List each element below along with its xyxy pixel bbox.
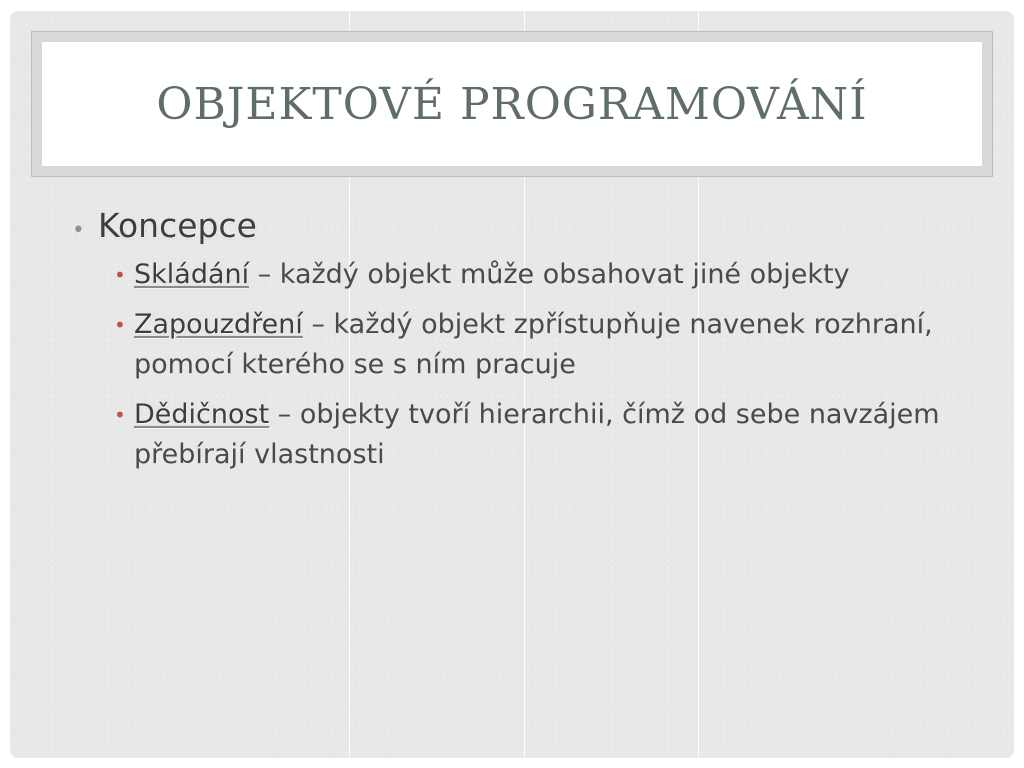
term-zapouzdreni: Zapouzdření <box>134 309 303 340</box>
definition-dedicnost: – objekty tvoří hierarchii, čímž od sebe navzájem přebírají vlastnosti <box>134 399 940 470</box>
bullet-dot-icon: • <box>114 263 126 287</box>
title-box <box>42 42 982 166</box>
slide <box>10 11 1014 758</box>
bullet-dot-icon: • <box>114 403 126 427</box>
bullet-level1 <box>72 206 972 245</box>
bullet-item-dedicnost <box>72 395 972 475</box>
slide-title: OBJEKTOVÉ PROGRAMOVÁNÍ <box>156 78 868 130</box>
bullet-dot-icon: • <box>114 313 126 337</box>
term-skladani: Skládání <box>134 259 250 290</box>
slide-content <box>72 206 972 485</box>
bullet-dot-icon: • <box>72 218 85 243</box>
bullet-item-skladani <box>72 255 972 295</box>
definition-zapouzdreni: – každý objekt zpřístupňuje navenek rozhraní, pomocí kterého se s ním pracuje <box>134 309 933 380</box>
title-frame <box>31 31 993 177</box>
definition-skladani: – každý objekt může obsahovat jiné objekty <box>249 259 850 290</box>
bullet-item-zapouzdreni <box>72 305 972 385</box>
bullet-level1-text: Koncepce <box>98 206 257 245</box>
term-dedicnost: Dědičnost <box>134 399 270 430</box>
